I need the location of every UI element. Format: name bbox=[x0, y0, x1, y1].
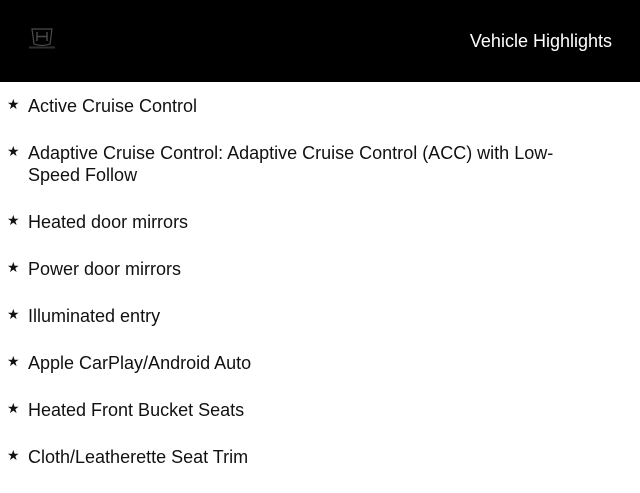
header-bar bbox=[0, 0, 640, 82]
list-item bbox=[0, 305, 640, 327]
feature-list bbox=[0, 95, 640, 493]
feature-label: Heated door mirrors bbox=[28, 212, 189, 232]
star-icon: ★ bbox=[7, 259, 20, 275]
feature-label: Illuminated entry bbox=[28, 306, 161, 326]
star-icon: ★ bbox=[7, 96, 20, 112]
honda-logo-icon bbox=[26, 26, 58, 50]
list-item bbox=[0, 95, 640, 117]
list-item bbox=[0, 352, 640, 374]
page-title: Vehicle Highlights bbox=[469, 31, 612, 51]
feature-label: Apple CarPlay/Android Auto bbox=[28, 353, 252, 373]
feature-label: Cloth/Leatherette Seat Trim bbox=[28, 447, 249, 467]
star-icon: ★ bbox=[7, 306, 20, 322]
feature-label: Active Cruise Control bbox=[28, 96, 198, 116]
star-icon: ★ bbox=[7, 353, 20, 369]
list-item bbox=[0, 446, 640, 468]
feature-label: Heated Front Bucket Seats bbox=[28, 400, 245, 420]
list-item bbox=[0, 211, 640, 233]
star-icon: ★ bbox=[7, 143, 20, 159]
list-item bbox=[0, 258, 640, 280]
feature-label: Adaptive Cruise Control: Adaptive Cruise Control (ACC) with Low-Speed Follow bbox=[28, 143, 554, 185]
list-item bbox=[0, 142, 640, 186]
feature-label: Power door mirrors bbox=[28, 259, 182, 279]
list-item bbox=[0, 399, 640, 421]
star-icon: ★ bbox=[7, 400, 20, 416]
star-icon: ★ bbox=[7, 447, 20, 463]
star-icon: ★ bbox=[7, 212, 20, 228]
